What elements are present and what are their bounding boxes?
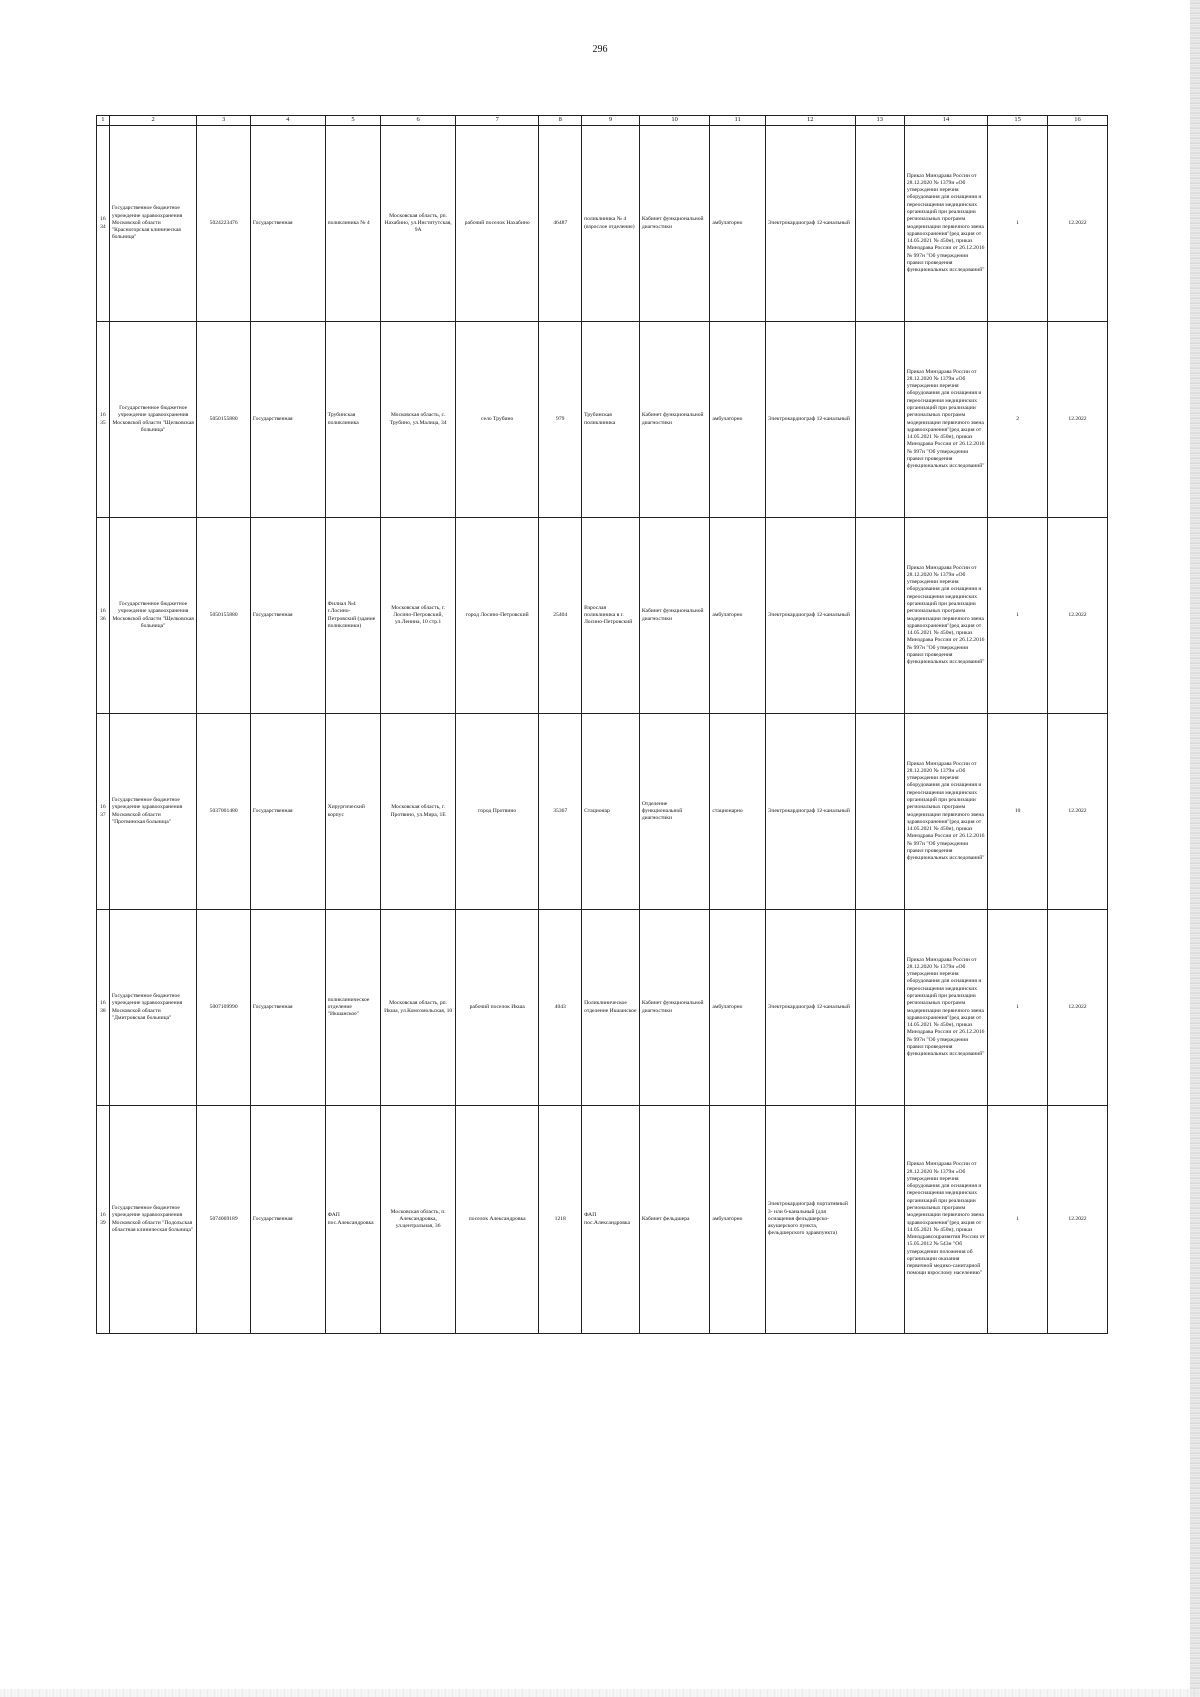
legal-basis-text: Приказ Минздрава России от 28.12.2020 № 1379н «Об утверждении перечня оборудования для оснащения и переоснащения медицинских организаций при реализации региональных программ модернизации первичного звена здравоохранения"(ред акция от 14.05.2021 № 450н), приказ Минздрава России от 26.12.2016 № 997н "Об утверждении правил проведения функциональных исследований": [906, 956, 985, 1058]
room: Отделение функциональной диагностики: [639, 714, 710, 910]
column-header: 12: [765, 116, 855, 126]
room: Кабинет функциональной диагностики: [639, 126, 710, 322]
population: 35367: [539, 714, 582, 910]
settlement: поселок Александровка: [456, 1106, 539, 1334]
inn: 5050155880: [197, 322, 250, 518]
care-type: амбулаторно: [710, 126, 766, 322]
equipment-register-table: [96, 115, 1108, 1334]
column-header: 3: [197, 116, 250, 126]
inn: 5024223476: [197, 126, 250, 322]
legal-basis: [904, 518, 987, 714]
ownership: Государственная: [250, 1106, 325, 1334]
settlement: город Протвино: [456, 714, 539, 910]
date: 12.2022: [1048, 518, 1108, 714]
subdivision: поликлиническое отделение "Икшанское": [325, 910, 381, 1106]
care-type: амбулаторно: [710, 1106, 766, 1334]
quantity: 1: [988, 1106, 1048, 1334]
column-header: 1: [97, 116, 110, 126]
unit: ФАП пос.Александровка: [582, 1106, 640, 1334]
table-row: [97, 910, 1108, 1106]
column-13-cell: [855, 322, 904, 518]
inn: 5007109990: [197, 910, 250, 1106]
legal-basis: [904, 322, 987, 518]
column-header: 10: [639, 116, 710, 126]
row-number: 1636: [97, 518, 110, 714]
ownership: Государственная: [250, 322, 325, 518]
settlement: село Трубино: [456, 322, 539, 518]
settlement: город Лосино-Петровский: [456, 518, 539, 714]
inn: 5050155880: [197, 518, 250, 714]
equipment: Электрокардиограф 12-канальный: [765, 714, 855, 910]
inn: 5074069189: [197, 1106, 250, 1334]
legal-basis: [904, 714, 987, 910]
column-13-cell: [855, 518, 904, 714]
address: Московская область, с. Трубино, ул.Малица, 34: [381, 322, 456, 518]
population: 4043: [539, 910, 582, 1106]
room: Кабинет фельдшера: [639, 1106, 710, 1334]
ownership: Государственная: [250, 126, 325, 322]
row-number: 1638: [97, 910, 110, 1106]
column-header: 16: [1048, 116, 1108, 126]
room: Кабинет функциональной диагностики: [639, 322, 710, 518]
legal-basis-text: Приказ Минздрава России от 28.12.2020 № 1379н «Об утверждении перечня оборудования для оснащения и переоснащения медицинских организаций при реализации региональных программ модернизации первичного звена здравоохранения"(ред акция от 14.05.2021 № 450н), приказ Минздрава России от 26.12.2016 № 997н "Об утверждении правил проведения функциональных исследований": [906, 760, 985, 862]
date: 12.2022: [1048, 910, 1108, 1106]
column-header: 13: [855, 116, 904, 126]
population: 46487: [539, 126, 582, 322]
address: Московская область, рп. Нахабино, ул.Институтская, 9А: [381, 126, 456, 322]
column-13-cell: [855, 714, 904, 910]
organization-name: Государственное бюджетное учреждение здравоохранения Московской области "Щелковская больница": [109, 518, 197, 714]
row-number: 1634: [97, 126, 110, 322]
equipment: Электрокардиограф 12-канальный: [765, 910, 855, 1106]
legal-basis-text: Приказ Минздрава России от 28.12.2020 № 1379н «Об утверждении перечня оборудования для оснащения и переоснащения медицинских организаций при реализации региональных программ модернизации первичного звена здравоохранения"(ред акция от 14.05.2021 № 450н), приказ Минздравсоцразвития России от 15.05.2012 № 543н "Об утверждении положения об организации оказания первичной медико-санитарной помощи взрослому населению": [906, 1161, 985, 1277]
subdivision: Филиал №4 г.Лосино-Петровский (здание поликлиники): [325, 518, 381, 714]
column-13-cell: [855, 126, 904, 322]
quantity: 1: [988, 910, 1048, 1106]
unit: Стационар: [582, 714, 640, 910]
quantity: 1: [988, 126, 1048, 322]
address: Московская область, г. Протвино, ул.Мира, 1Е: [381, 714, 456, 910]
population: 1218: [539, 1106, 582, 1334]
ownership: Государственная: [250, 714, 325, 910]
equipment: Электрокардиограф 12-канальный: [765, 322, 855, 518]
organization-name: Государственное бюджетное учреждение здравоохранения Московской области "Щелковская больница": [109, 322, 197, 518]
room: Кабинет функциональной диагностики: [639, 518, 710, 714]
column-header: 9: [582, 116, 640, 126]
row-number: 1635: [97, 322, 110, 518]
equipment: Электрокардиограф 12-канальный: [765, 126, 855, 322]
population: 979: [539, 322, 582, 518]
scan-bottom-artifact: [0, 1689, 1200, 1697]
quantity: 1: [988, 518, 1048, 714]
column-header: 14: [904, 116, 987, 126]
address: Московская область, г. Лосино-Петровский, ул.Ленина, 10 стр.1: [381, 518, 456, 714]
care-type: амбулаторно: [710, 322, 766, 518]
column-header: 6: [381, 116, 456, 126]
organization-name: Государственное бюджетное учреждение здравоохранения Московской области "Подольская областная клиническая больница": [109, 1106, 197, 1334]
column-header: 11: [710, 116, 766, 126]
table-row: [97, 1106, 1108, 1334]
table-row: [97, 322, 1108, 518]
organization-name: Государственное бюджетное учреждение здравоохранения Московской области "Красногорская клиническая больница": [109, 126, 197, 322]
scan-edge-artifact: [1190, 0, 1200, 1697]
care-type: стационарно: [710, 714, 766, 910]
subdivision: Трубинская поликлиника: [325, 322, 381, 518]
subdivision: Хирургический корпус: [325, 714, 381, 910]
unit: Взрослая поликлиника в г. Лосино-Петровский: [582, 518, 640, 714]
ownership: Государственная: [250, 518, 325, 714]
subdivision: поликлиника № 4: [325, 126, 381, 322]
equipment: Электрокардиограф 12-канальный: [765, 518, 855, 714]
address: Московская область, рп. Икша, ул.Комсомольская, 10: [381, 910, 456, 1106]
table-row: [97, 126, 1108, 322]
legal-basis-text: Приказ Минздрава России от 28.12.2020 № 1379н «Об утверждении перечня оборудования для оснащения и переоснащения медицинских организаций при реализации региональных программ модернизации первичного звена здравоохранения"(ред акция от 14.05.2021 № 450н), приказ Минздрава России от 26.12.2016 № 997н "Об утверждении правил проведения функциональных исследований": [906, 172, 985, 274]
column-header: 15: [988, 116, 1048, 126]
column-header: 5: [325, 116, 381, 126]
unit: Трубинская поликлиника: [582, 322, 640, 518]
room: Кабинет функциональной диагностики: [639, 910, 710, 1106]
date: 12.2022: [1048, 1106, 1108, 1334]
row-number: 1637: [97, 714, 110, 910]
care-type: амбулаторно: [710, 910, 766, 1106]
care-type: амбулаторно: [710, 518, 766, 714]
date: 12.2022: [1048, 714, 1108, 910]
column-13-cell: [855, 910, 904, 1106]
column-header: 8: [539, 116, 582, 126]
settlement: рабочий поселок Икша: [456, 910, 539, 1106]
column-header: 2: [109, 116, 197, 126]
column-number-row: [97, 116, 1108, 126]
table-row: [97, 714, 1108, 910]
unit: Поликлиническое отделение Икшанское: [582, 910, 640, 1106]
legal-basis-text: Приказ Минздрава России от 28.12.2020 № 1379н «Об утверждении перечня оборудования для оснащения и переоснащения медицинских организаций при реализации региональных программ модернизации первичного звена здравоохранения"(ред акция от 14.05.2021 № 450н), приказ Минздрава России от 26.12.2016 № 997н "Об утверждении правил проведения функциональных исследований": [906, 368, 985, 470]
organization-name: Государственное бюджетное учреждение здравоохранения Московской области "Протвинская больница": [109, 714, 197, 910]
unit: поликлиника № 4 (взрослое отделение): [582, 126, 640, 322]
inn: 5037001480: [197, 714, 250, 910]
row-number: 1639: [97, 1106, 110, 1334]
address: Московская область, п. Александровка, ул.центральная, 36: [381, 1106, 456, 1334]
date: 12.2022: [1048, 126, 1108, 322]
page-number: 296: [592, 44, 608, 55]
table-row: [97, 518, 1108, 714]
date: 12.2022: [1048, 322, 1108, 518]
legal-basis: [904, 1106, 987, 1334]
ownership: Государственная: [250, 910, 325, 1106]
legal-basis: [904, 126, 987, 322]
population: 25404: [539, 518, 582, 714]
quantity: 10: [988, 714, 1048, 910]
quantity: 2: [988, 322, 1048, 518]
subdivision: ФАП пос.Александровка: [325, 1106, 381, 1334]
settlement: рабочий поселок Нахабино: [456, 126, 539, 322]
legal-basis: [904, 910, 987, 1106]
organization-name: Государственное бюджетное учреждение здравоохранения Московской области "Дмитровская больница": [109, 910, 197, 1106]
column-13-cell: [855, 1106, 904, 1334]
equipment: Электрокардиограф портативный 3- или 6-канальный (для оснащения фельдшерско-акушерского пункта, фельдшерского здравпункта): [765, 1106, 855, 1334]
legal-basis-text: Приказ Минздрава России от 28.12.2020 № 1379н «Об утверждении перечня оборудования для оснащения и переоснащения медицинских организаций при реализации региональных программ модернизации первичного звена здравоохранения"(ред акция от 14.05.2021 № 450н), приказ Минздрава России от 26.12.2016 № 997н "Об утверждении правил проведения функциональных исследований": [906, 564, 985, 666]
column-header: 4: [250, 116, 325, 126]
column-header: 7: [456, 116, 539, 126]
